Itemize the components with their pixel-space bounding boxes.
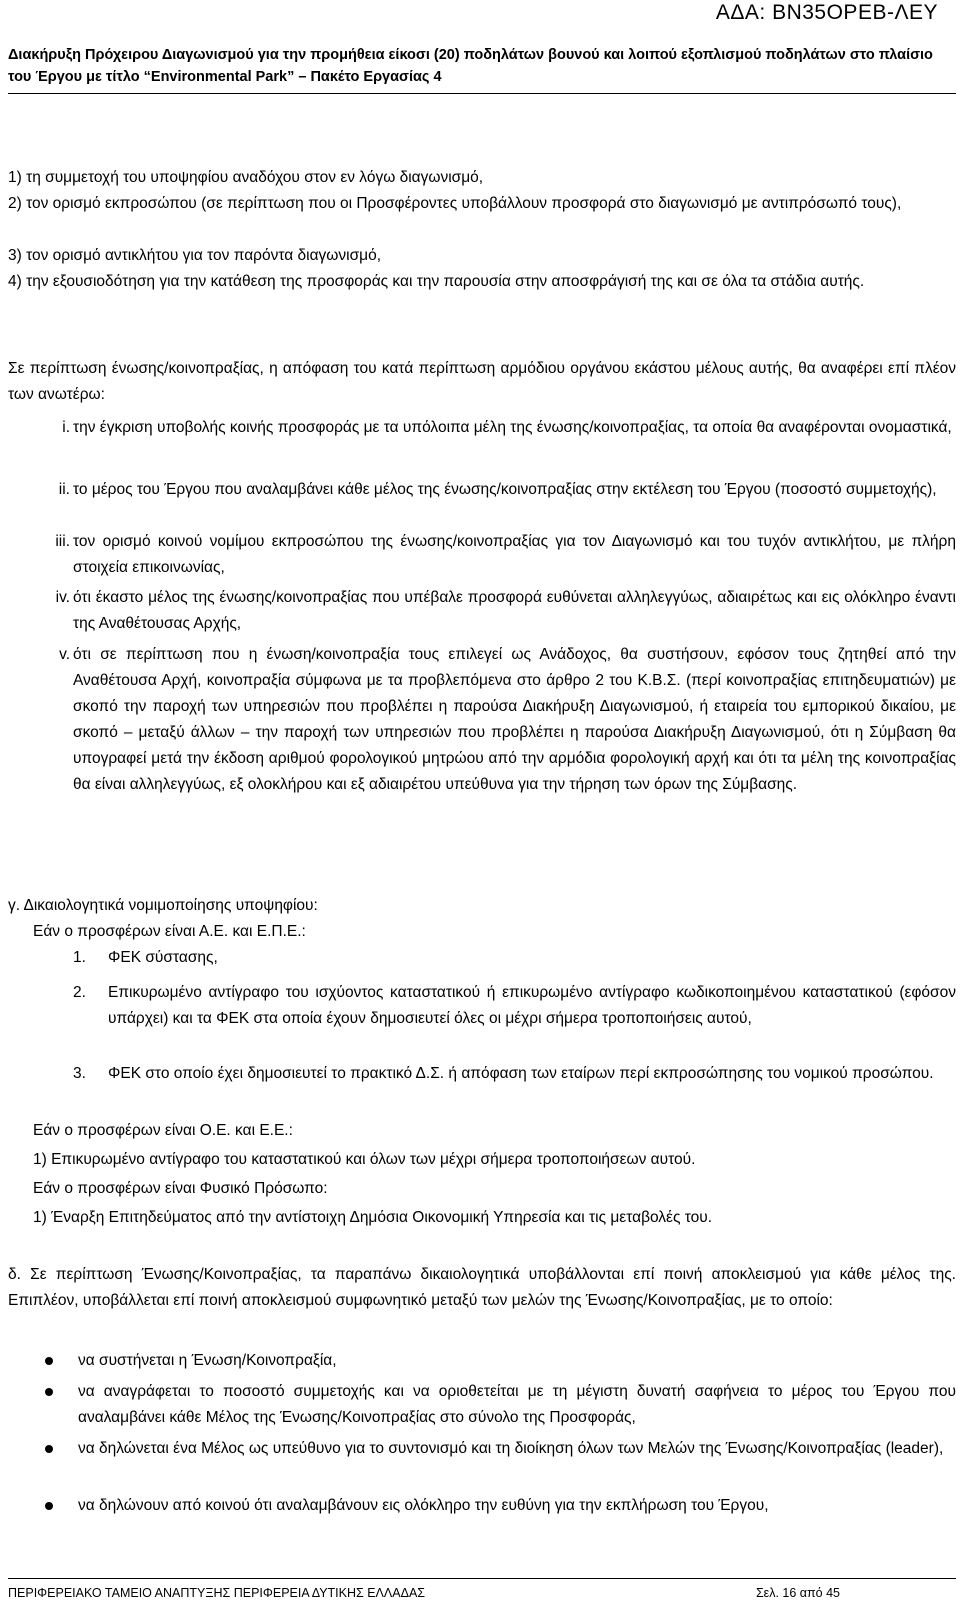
- intro-item: 1) τη συμμετοχή του υποψηφίου αναδόχου στον εν λόγω διαγωνισμό,: [8, 169, 484, 186]
- roman-text: το μέρος του Έργου που αναλαμβάνει κάθε μέλος της ένωσης/κοινοπραξίας στην εκτέλεση του Έργου (ποσοστό συμμετοχής),: [73, 481, 937, 498]
- header-divider: [8, 93, 956, 94]
- item-text: Επικυρωμένο αντίγραφο του ισχύοντος καταστατικού ή επικυρωμένο αντίγραφο κωδικοποιημένου καταστατικού (εφόσον υπάρχει) και τα ΦΕΚ στα οποία έχουν δημοσιευτεί όλες οι μέχρι σήμερα τροποποιήσεις αυτού,: [108, 984, 956, 1027]
- roman-numeral: v.: [59, 646, 70, 663]
- bullet-icon: [45, 1445, 53, 1453]
- roman-list-item: [8, 529, 956, 581]
- item-text: ΦΕΚ στο οποίο έχει δημοσιευτεί το πρακτικό Δ.Σ. ή απόφαση των εταίρων περί εκπροσώπησης του νομικού προσώπου.: [108, 1065, 934, 1082]
- roman-text: την έγκριση υποβολής κοινής προσφοράς με τα υπόλοιπα μέλη της ένωσης/κοινοπραξίας, τα οποία θα αναφέρονται ονομαστικά,: [73, 419, 952, 436]
- intro-item: 2) τον ορισμό εκπροσώπου (σε περίπτωση που οι Προσφέροντες υποβάλλουν προσφορά στο διαγωνισμό με αντιπρόσωπό τους),: [8, 195, 902, 212]
- bullet-text: να δηλώνουν από κοινού ότι αναλαμβάνουν εις ολόκληρο την ευθύνη για την εκπλήρωση του Έργου,: [78, 1497, 769, 1514]
- intro-item: 3) τον ορισμό αντικλήτου για τον παρόντα διαγωνισμό,: [8, 247, 382, 264]
- item-number: 1.: [73, 949, 86, 966]
- bullet-text: να συστήνεται η Ένωση/Κοινοπραξία,: [78, 1352, 337, 1369]
- joint-venture-paragraph: Σε περίπτωση ένωσης/κοινοπραξίας, η απόφαση του κατά περίπτωση αρμόδιου οργάνου εκάστου μέλους αυτής, θα αναφέρει επί πλέον των ανωτέρω:: [8, 360, 956, 403]
- roman-numeral: ii.: [58, 481, 70, 498]
- bullet-icon: [45, 1388, 53, 1396]
- ae-label: Εάν ο προσφέρων είναι Α.Ε. και Ε.Π.Ε.:: [33, 923, 306, 940]
- bullet-item: [8, 1379, 956, 1431]
- numbered-list-item: [8, 1061, 956, 1087]
- roman-list-item: [8, 585, 956, 637]
- page-number: Σελ. 16 από 45: [755, 1586, 840, 1600]
- fp-item: 1) Έναρξη Επιτηδεύματος από την αντίστοιχη Δημόσια Οικονομική Υπηρεσία και τις μεταβολές του.: [33, 1209, 713, 1226]
- document-header: Διακήρυξη Πρόχειρου Διαγωνισμού για την προμήθεια είκοσι (20) ποδηλάτων βουνού και λοιπού εξοπλισμού ποδηλάτων στο πλαίσιο του Έργου με τίτλο “Environmental Park” – Πακέτο Εργασίας 4: [8, 47, 933, 85]
- bullet-icon: [45, 1357, 53, 1365]
- roman-list-item: [8, 642, 956, 798]
- oe-label: Εάν ο προσφέρων είναι Ο.Ε. και Ε.Ε.:: [33, 1122, 293, 1139]
- footer-organization: ΠΕΡΙΦΕΡΕΙΑΚΟ ΤΑΜΕΙΟ ΑΝΑΠΤΥΞΗΣ ΠΕΡΙΦΕΡΕΙΑ ΔΥΤΙΚΗΣ ΕΛΛΑΔΑΣ: [8, 1586, 426, 1600]
- roman-list-item: [8, 477, 956, 503]
- oe-item: 1) Επικυρωμένο αντίγραφο του καταστατικού και όλων των μέχρι σήμερα τροποποιήσεων αυτού.: [33, 1151, 696, 1168]
- numbered-list-item: [8, 980, 956, 1032]
- bullet-icon: [45, 1502, 53, 1510]
- roman-text: ότι έκαστο μέλος της ένωσης/κοινοπραξίας που υπέβαλε προσφορά ευθύνεται αλληλεγγύως, αδιαιρέτως και εις ολόκληρο έναντι της Αναθέτουσας Αρχής,: [73, 589, 956, 632]
- roman-numeral: i.: [62, 419, 70, 436]
- bullet-item: [8, 1436, 956, 1462]
- bullet-text: να δηλώνεται ένα Μέλος ως υπεύθυνο για το συντονισμό και τη διοίκηση όλων των Μελών της Ένωσης/Κοινοπραξίας (leader),: [78, 1440, 944, 1457]
- bullet-text: να αναγράφεται το ποσοστό συμμετοχής και να οριοθετείται με τη μέγιστη δυνατή σαφήνεια το μέρος του Έργου που αναλαμβάνει κάθε Μέλος της Ένωσης/Κοινοπραξίας στο σύνολο της Προσφοράς,: [78, 1383, 956, 1426]
- item-number: 2.: [73, 984, 86, 1001]
- bullet-item: [8, 1348, 956, 1374]
- item-number: 3.: [73, 1065, 86, 1082]
- bullet-item: [8, 1493, 956, 1519]
- footer-divider: [8, 1578, 956, 1579]
- numbered-list-item: [8, 945, 956, 971]
- ada-code: ΑΔΑ: ΒΝ35ΟΡΕΒ-ΛΕΥ: [715, 1, 938, 24]
- intro-item: 4) την εξουσιοδότηση για την κατάθεση της προσφοράς και την παρουσία στην αποσφράγισή της και σε όλα τα στάδια αυτής.: [8, 273, 865, 290]
- roman-text: τον ορισμό κοινού νομίμου εκπροσώπου της ένωσης/κοινοπραξίας για τον Διαγωνισμό και του τυχόν αντικλήτου, με πλήρη στοιχεία επικοινωνίας,: [73, 533, 956, 576]
- roman-numeral: iii.: [55, 533, 70, 550]
- roman-text: ότι σε περίπτωση που η ένωση/κοινοπραξία τους επιλεγεί ως Ανάδοχος, θα συστήσουν, εφόσον τους ζητηθεί από την Αναθέτουσα Αρχή, κοινοπραξία σύμφωνα με τα προβλεπόμενα στο άρθρο 2 του Κ.Β.Σ. (περί κοινοπραξίας επιτηδευματιών) με σκοπό την παροχή των υπηρεσιών που προβλέπει η παρούσα Διακήρυξη Διαγωνισμού, ή εταιρεία του εμπορικού δικαίου, με σκοπό – μεταξύ άλλων – την παροχή των υπηρεσιών που προβλέπει η παρούσα Διακήρυξη Διαγωνισμού, ότι η Σύμβαση θα υπογραφεί μετά την έκδοση αριθμού φορολογικού μητρώου από την αρμόδια φορολογική αρχή και ότι τα μέλη της κοινοπραξίας θα είναι αλληλεγγύως, εξ ολοκλήρου και εξ αδιαιρέτου υπεύθυνα για την τήρηση των όρων της Σύμβασης.: [73, 646, 956, 793]
- section-d-paragraph: δ. Σε περίπτωση Ένωσης/Κοινοπραξίας, τα παραπάνω δικαιολογητικά υποβάλλονται επί ποινή αποκλεισμού για κάθε μέλος της. Επιπλέον, υποβάλλεται επί ποινή αποκλεισμού συμφωνητικό μεταξύ των μελών της Ένωσης/Κοινοπραξίας, με το οποίο:: [8, 1266, 956, 1309]
- roman-numeral: iv.: [55, 589, 70, 606]
- fp-label: Εάν ο προσφέρων είναι Φυσικό Πρόσωπο:: [33, 1180, 328, 1197]
- section-g-title: γ. Δικαιολογητικά νομιμοποίησης υποψηφίου:: [8, 897, 318, 914]
- item-text: ΦΕΚ σύστασης,: [108, 949, 218, 966]
- roman-list-item: [8, 415, 956, 441]
